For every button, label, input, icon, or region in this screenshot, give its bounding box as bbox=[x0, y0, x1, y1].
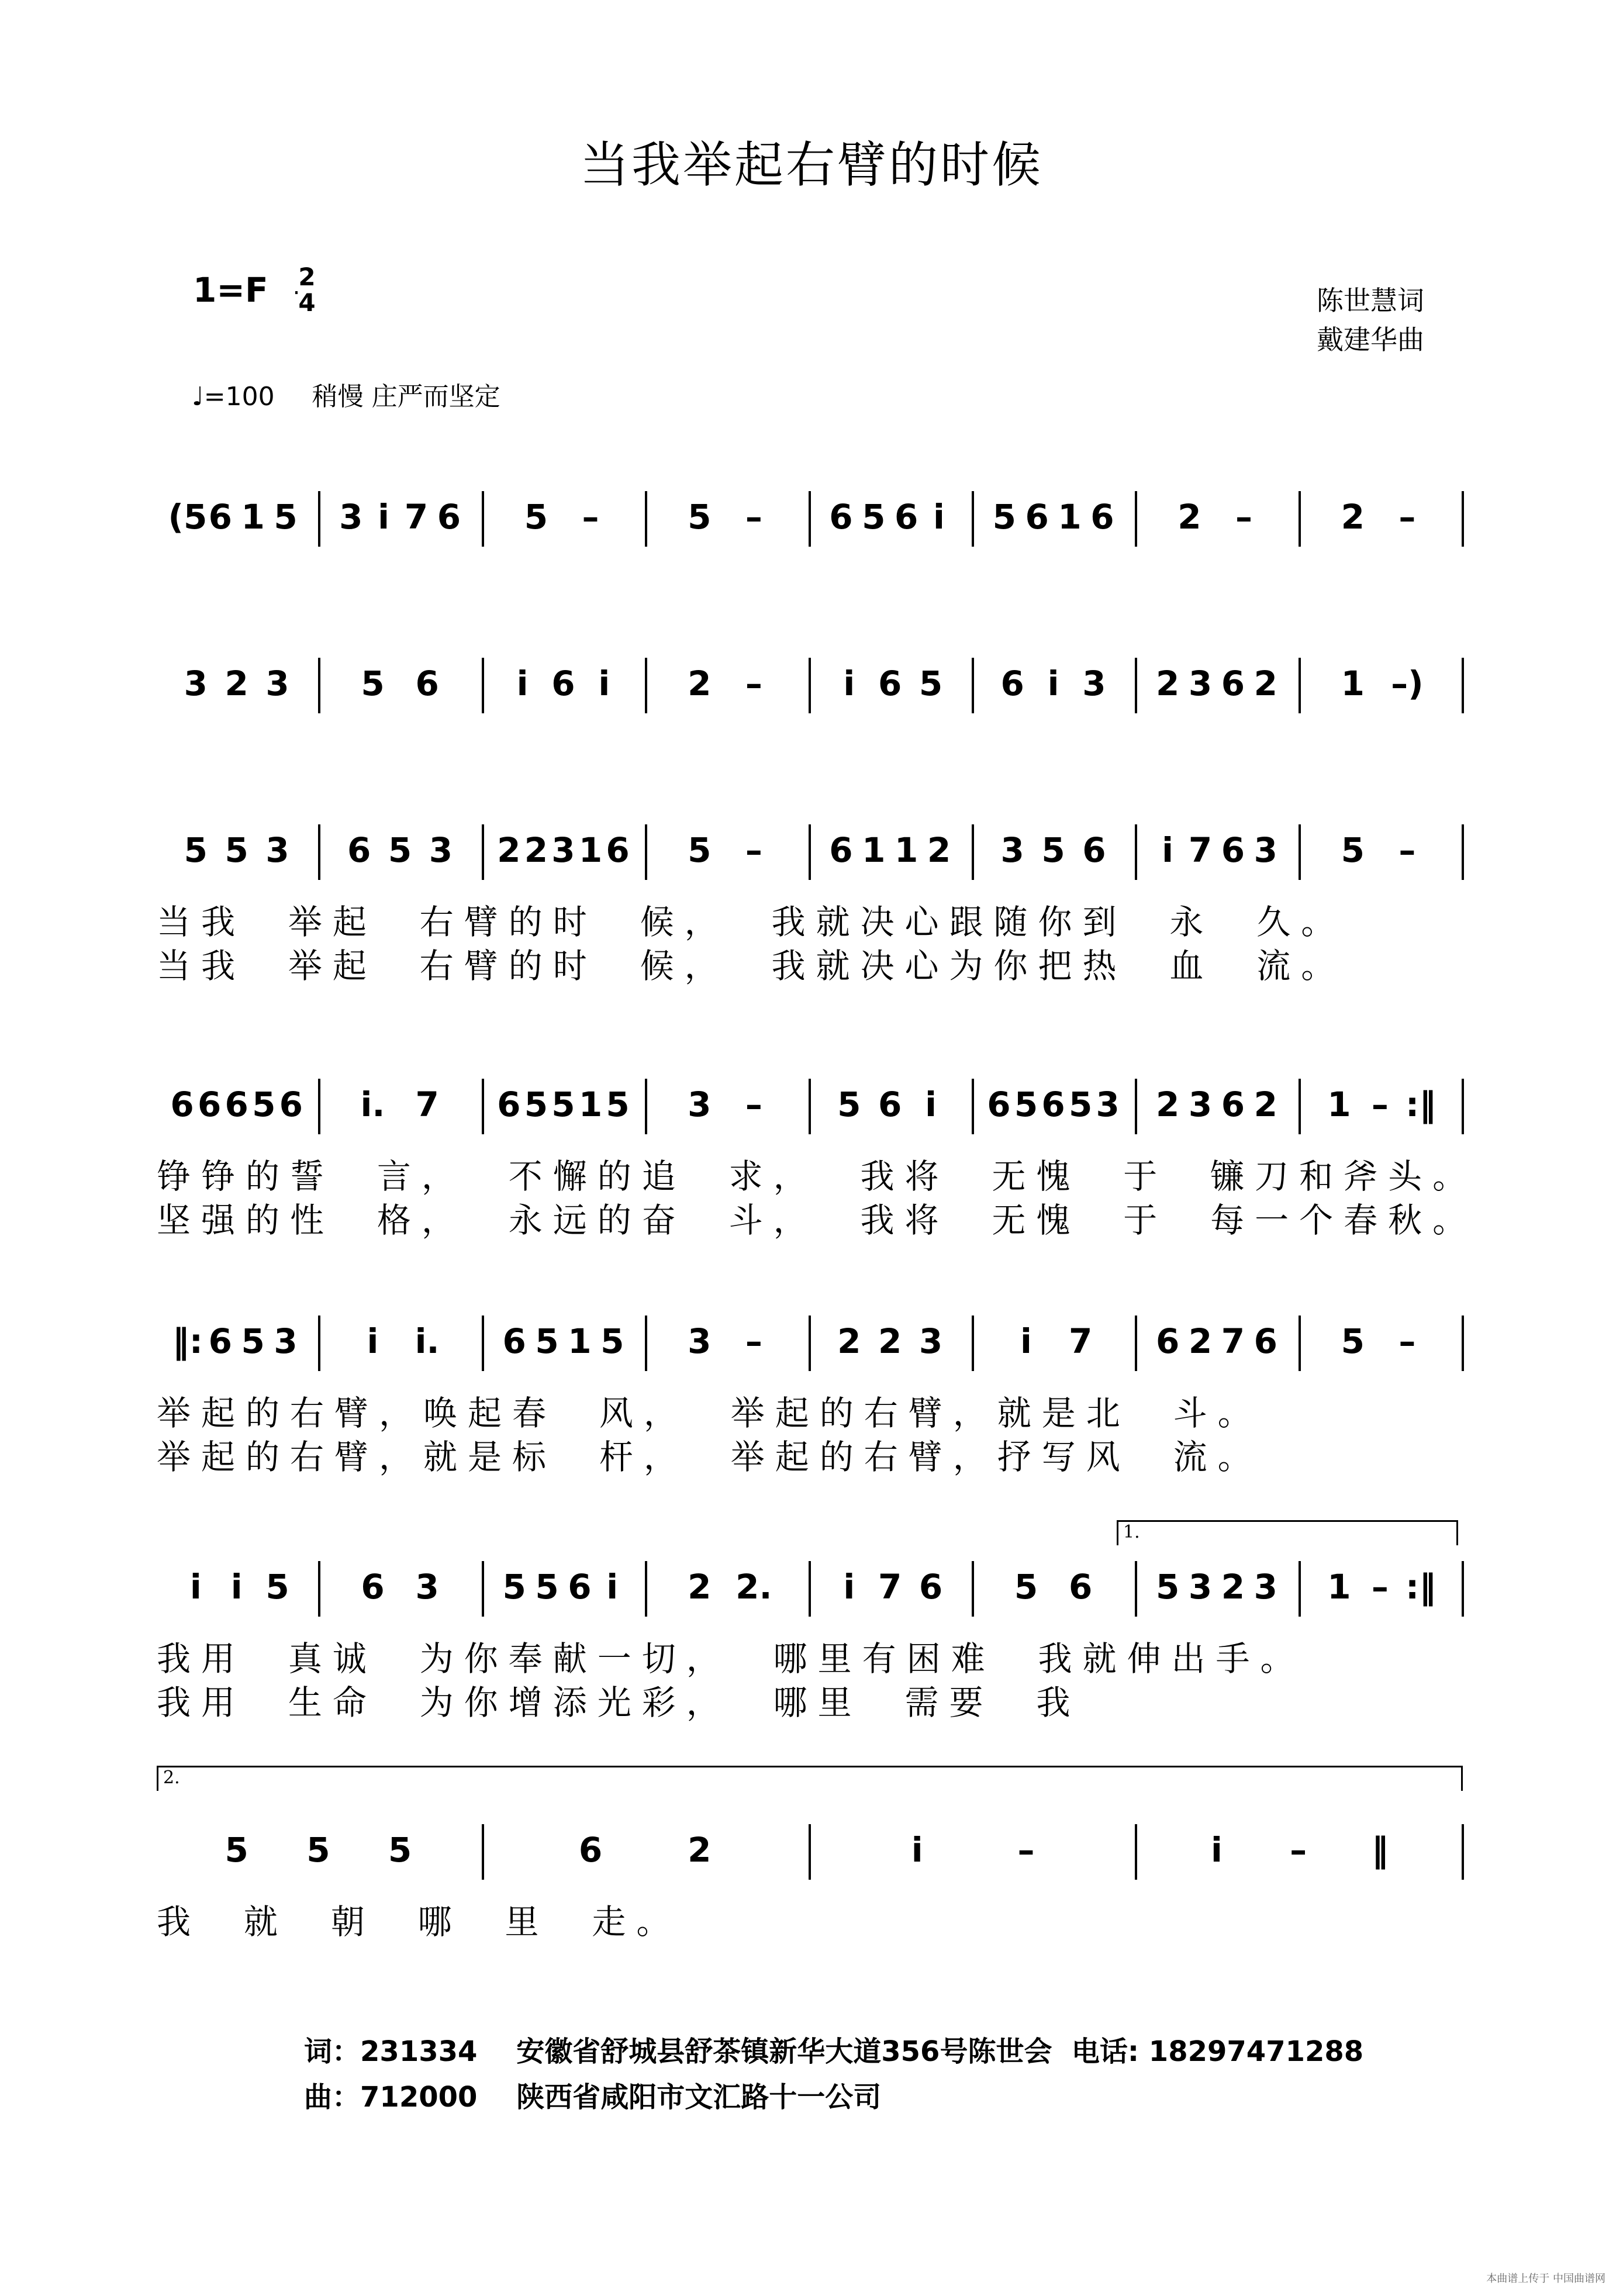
lyric-verse-1: 铮铮的誓 言， 不懈的追 求， 我将 无愧 于 镰刀和斧头。 bbox=[157, 1156, 1477, 1196]
note: 3 bbox=[551, 830, 575, 870]
footer-lyricist bbox=[304, 2029, 1363, 2069]
barline bbox=[1462, 1079, 1464, 1134]
note: 5 bbox=[535, 1567, 559, 1607]
footer-composer-zip: 712000 bbox=[360, 2081, 478, 2114]
note: 6 bbox=[502, 1321, 526, 1361]
note: 5 bbox=[225, 1830, 248, 1870]
note: – bbox=[745, 664, 762, 703]
barline bbox=[645, 658, 647, 713]
barline bbox=[809, 1316, 811, 1371]
barline bbox=[1135, 1561, 1137, 1617]
note: 6 bbox=[208, 497, 232, 537]
note: 5 bbox=[1014, 1567, 1038, 1607]
note: 3 bbox=[1188, 1085, 1213, 1124]
note: i bbox=[189, 1567, 202, 1607]
barline bbox=[1462, 491, 1464, 547]
note: 6 bbox=[987, 1085, 1011, 1124]
lyric-verse-2: 举起的右臂，就是标 杆， 举起的右臂，抒写风 流。 bbox=[157, 1437, 1262, 1477]
note: 5 bbox=[535, 1321, 559, 1361]
note: 2 bbox=[524, 830, 548, 870]
note: 2 bbox=[927, 830, 951, 870]
note: 5 bbox=[1341, 1321, 1365, 1361]
note: 5 bbox=[225, 830, 248, 870]
barline bbox=[1299, 1316, 1301, 1371]
barline bbox=[318, 491, 320, 547]
note: (5 bbox=[168, 497, 208, 537]
note: 3 bbox=[1000, 830, 1024, 870]
note: 2 bbox=[837, 1321, 861, 1361]
barline bbox=[1462, 1561, 1464, 1617]
note: 3 bbox=[688, 1085, 712, 1124]
note: – bbox=[1017, 1830, 1035, 1870]
key-signature: 1=F bbox=[193, 270, 268, 310]
note: 3 bbox=[1188, 1567, 1213, 1607]
barline bbox=[645, 824, 647, 880]
watermark: 本曲谱上传于 中国曲谱网 bbox=[1486, 2273, 1605, 2285]
note: 5 bbox=[551, 1085, 575, 1124]
note: i bbox=[1210, 1830, 1223, 1870]
barline bbox=[645, 491, 647, 547]
note: 6 bbox=[1041, 1085, 1065, 1124]
note: 5 bbox=[388, 1830, 412, 1870]
barline bbox=[1462, 658, 1464, 713]
note: 2 bbox=[1155, 1085, 1180, 1124]
note: 7 bbox=[1221, 1321, 1245, 1361]
note: 3 bbox=[1253, 830, 1277, 870]
note: 5 bbox=[837, 1085, 861, 1124]
note: 6 bbox=[1221, 664, 1245, 703]
note: 7 bbox=[1188, 830, 1213, 870]
note: 5 bbox=[1155, 1567, 1180, 1607]
note: – bbox=[1398, 1321, 1416, 1361]
note: 5 bbox=[918, 664, 943, 703]
note: – bbox=[745, 1085, 762, 1124]
barline bbox=[972, 491, 974, 547]
note: 6 bbox=[1068, 1567, 1093, 1607]
note: 6 bbox=[894, 497, 918, 537]
footer-phone: 18297471288 bbox=[1148, 2035, 1364, 2068]
footer-composer-address: 陕西省咸阳市文汇路十一公司 bbox=[516, 2081, 882, 2114]
note: 5 bbox=[274, 497, 298, 537]
lyric-verse-1: 当我 举起 右臂的时 候， 我就决心跟随你到 永 久。 bbox=[157, 902, 1346, 942]
note: 5 bbox=[252, 1085, 276, 1124]
note: 5 bbox=[265, 1567, 289, 1607]
footer-composer-label: 曲： bbox=[304, 2081, 361, 2114]
note: – bbox=[745, 830, 762, 870]
note: – bbox=[1290, 1830, 1307, 1870]
barline bbox=[1135, 824, 1137, 880]
note: 5 bbox=[862, 497, 886, 537]
barline bbox=[1135, 1079, 1137, 1134]
note: – bbox=[1398, 830, 1416, 870]
volta-bracket: 2. bbox=[157, 1766, 1463, 1791]
note: 6 bbox=[208, 1321, 232, 1361]
barline bbox=[972, 1079, 974, 1134]
note: 3 bbox=[1188, 664, 1213, 703]
note: i bbox=[606, 1567, 619, 1607]
note: 1 bbox=[862, 830, 886, 870]
barline bbox=[972, 1316, 974, 1371]
barline bbox=[318, 824, 320, 880]
footer-lyricist-address: 安徽省舒城县舒茶镇新华大道356号陈世会 bbox=[516, 2035, 1052, 2068]
note: 2 bbox=[1155, 664, 1180, 703]
barline bbox=[972, 658, 974, 713]
note: i bbox=[925, 1085, 937, 1124]
note: i bbox=[911, 1830, 923, 1870]
lyric-verse-1: 我 就 朝 哪 里 走。 bbox=[157, 1902, 681, 1942]
note: 2 bbox=[688, 1567, 712, 1607]
note: 6 bbox=[1000, 664, 1024, 703]
lyric-verse-2: 坚强的性 格， 永远的奋 斗， 我将 无愧 于 每一个春秋。 bbox=[157, 1200, 1477, 1240]
barline bbox=[482, 1824, 484, 1880]
barline bbox=[809, 1561, 811, 1617]
note: – bbox=[745, 1321, 762, 1361]
footer-composer bbox=[304, 2074, 881, 2115]
note: 6 bbox=[347, 830, 371, 870]
note: 6 bbox=[606, 830, 630, 870]
note: 7 bbox=[415, 1085, 439, 1124]
note: 5 bbox=[606, 1085, 630, 1124]
note: 5 bbox=[388, 830, 412, 870]
barline bbox=[318, 658, 320, 713]
barline bbox=[809, 824, 811, 880]
time-signature bbox=[295, 264, 319, 316]
note: ‖: bbox=[172, 1321, 203, 1361]
footer-lyricist-zip: 231334 bbox=[360, 2035, 478, 2068]
barline bbox=[1299, 1561, 1301, 1617]
note: 3 bbox=[265, 830, 289, 870]
note: 2 bbox=[1221, 1567, 1245, 1607]
note: 5 bbox=[1341, 830, 1365, 870]
note: 2 bbox=[688, 664, 712, 703]
note: i bbox=[843, 1567, 855, 1607]
barline bbox=[1135, 491, 1137, 547]
note: 5 bbox=[502, 1567, 526, 1607]
note: 6 bbox=[829, 830, 853, 870]
note: – bbox=[1371, 1567, 1389, 1607]
note: 2 bbox=[1177, 497, 1201, 537]
note: 6 bbox=[918, 1567, 943, 1607]
note: – bbox=[582, 497, 599, 537]
note: 5 bbox=[1068, 1085, 1093, 1124]
note: – bbox=[1371, 1085, 1389, 1124]
note: 1 bbox=[578, 830, 603, 870]
barline bbox=[482, 1079, 484, 1134]
lyricist-credit: 陈世慧词 bbox=[1317, 285, 1424, 316]
note: 6 bbox=[1155, 1321, 1180, 1361]
barline bbox=[972, 1561, 974, 1617]
barline bbox=[645, 1316, 647, 1371]
barline bbox=[482, 658, 484, 713]
note: 5 bbox=[306, 1830, 330, 1870]
note: – bbox=[745, 497, 762, 537]
composer-credit: 戴建华曲 bbox=[1317, 324, 1424, 355]
note: 1 bbox=[1058, 497, 1082, 537]
note: 6 bbox=[437, 497, 461, 537]
barline bbox=[809, 1824, 811, 1880]
note: i bbox=[230, 1567, 243, 1607]
lyric-verse-1: 举起的右臂，唤起春 风， 举起的右臂，就是北 斗。 bbox=[157, 1393, 1262, 1433]
lyric-verse-1: 我用 真诚 为你奉献一切， 哪里有困难 我就伸出手。 bbox=[157, 1639, 1305, 1679]
note: 5 bbox=[992, 497, 1016, 537]
barline bbox=[1299, 1079, 1301, 1134]
note: 6 bbox=[1082, 830, 1106, 870]
note: i bbox=[1047, 664, 1059, 703]
note: 1 bbox=[578, 1085, 603, 1124]
barline bbox=[1462, 1824, 1464, 1880]
note: 5 bbox=[241, 1321, 265, 1361]
note: 6 bbox=[225, 1085, 248, 1124]
note: ‖ bbox=[1371, 1830, 1389, 1870]
barline bbox=[1135, 1316, 1137, 1371]
note: i. bbox=[415, 1321, 440, 1361]
note: 5 bbox=[361, 664, 385, 703]
barline bbox=[645, 1079, 647, 1134]
note: 6 bbox=[197, 1085, 222, 1124]
lyric-verse-2: 我用 生命 为你增添光彩， 哪里 需要 我 bbox=[157, 1683, 1081, 1722]
note: – bbox=[1398, 497, 1416, 537]
note: 3 bbox=[415, 1567, 439, 1607]
note: 5 bbox=[184, 830, 208, 870]
note: 6 bbox=[170, 1085, 194, 1124]
note: –) bbox=[1391, 664, 1424, 703]
note: 3 bbox=[274, 1321, 298, 1361]
note: :‖ bbox=[1406, 1085, 1436, 1124]
note: i bbox=[1162, 830, 1174, 870]
note: 1 bbox=[1327, 1085, 1351, 1124]
barline bbox=[972, 824, 974, 880]
note: 6 bbox=[578, 1830, 603, 1870]
barline bbox=[1462, 824, 1464, 880]
note: 6 bbox=[415, 664, 439, 703]
lyric-verse-2: 当我 举起 右臂的时 候， 我就决心为你把热 血 流。 bbox=[157, 946, 1346, 986]
note: :‖ bbox=[1406, 1567, 1436, 1607]
note: 6 bbox=[1090, 497, 1114, 537]
note: 3 bbox=[688, 1321, 712, 1361]
note: 6 bbox=[1221, 1085, 1245, 1124]
note: 6 bbox=[568, 1567, 592, 1607]
note: 6 bbox=[279, 1085, 303, 1124]
note: 2 bbox=[497, 830, 521, 870]
barline bbox=[318, 1316, 320, 1371]
barline bbox=[645, 1561, 647, 1617]
barline bbox=[482, 824, 484, 880]
note: 6 bbox=[1221, 830, 1245, 870]
note: 5 bbox=[688, 497, 712, 537]
time-signature-top: 2 bbox=[298, 263, 316, 291]
note: 3 bbox=[1096, 1085, 1120, 1124]
note: 2 bbox=[878, 1321, 902, 1361]
note: – bbox=[1235, 497, 1252, 537]
barline bbox=[482, 1561, 484, 1617]
barline bbox=[482, 1316, 484, 1371]
note: 1 bbox=[1327, 1567, 1351, 1607]
note: i bbox=[516, 664, 529, 703]
note: 7 bbox=[404, 497, 429, 537]
note: 5 bbox=[1041, 830, 1065, 870]
note: 2 bbox=[225, 664, 248, 703]
barline bbox=[1299, 491, 1301, 547]
note: 5 bbox=[688, 830, 712, 870]
barline bbox=[809, 1079, 811, 1134]
note: 6 bbox=[1025, 497, 1049, 537]
volta-bracket: 1. bbox=[1117, 1520, 1458, 1545]
note: 6 bbox=[551, 664, 575, 703]
note: i. bbox=[360, 1085, 385, 1124]
note: 3 bbox=[918, 1321, 943, 1361]
barline bbox=[1135, 1824, 1137, 1880]
barline bbox=[809, 658, 811, 713]
footer-phone-label: 电话: bbox=[1071, 2035, 1139, 2068]
note: 3 bbox=[184, 664, 208, 703]
note: 2 bbox=[1253, 664, 1277, 703]
note: i bbox=[933, 497, 945, 537]
note: i bbox=[367, 1321, 379, 1361]
note: 2. bbox=[735, 1567, 772, 1607]
note: 6 bbox=[878, 1085, 902, 1124]
note: 2 bbox=[688, 1830, 712, 1870]
note: 2 bbox=[1341, 497, 1365, 537]
barline bbox=[482, 491, 484, 547]
note: 3 bbox=[339, 497, 363, 537]
barline bbox=[318, 1079, 320, 1134]
time-signature-bottom: 4 bbox=[298, 288, 316, 317]
note: i bbox=[1020, 1321, 1032, 1361]
barline bbox=[1299, 658, 1301, 713]
note: 1 bbox=[894, 830, 918, 870]
tempo-marking bbox=[192, 375, 500, 413]
note: 7 bbox=[1068, 1321, 1093, 1361]
note: 1 bbox=[1341, 664, 1365, 703]
barline bbox=[1135, 658, 1137, 713]
note: 1 bbox=[241, 497, 265, 537]
barline bbox=[318, 1561, 320, 1617]
barline bbox=[809, 491, 811, 547]
note: 1 bbox=[568, 1321, 592, 1361]
barline bbox=[1462, 1316, 1464, 1371]
note: i bbox=[378, 497, 390, 537]
barline bbox=[1299, 824, 1301, 880]
tempo-expression: 稍慢 庄严而坚定 bbox=[312, 382, 500, 412]
note: 3 bbox=[429, 830, 453, 870]
tempo-value: ♩=100 bbox=[192, 382, 275, 412]
note: 2 bbox=[1188, 1321, 1213, 1361]
note: 5 bbox=[524, 497, 548, 537]
note: 5 bbox=[1014, 1085, 1038, 1124]
note: 6 bbox=[878, 664, 902, 703]
note: 3 bbox=[1082, 664, 1106, 703]
footer-lyricist-label: 词： bbox=[304, 2035, 361, 2068]
note: 3 bbox=[265, 664, 289, 703]
song-title: 当我举起右臂的时候 bbox=[579, 136, 1043, 194]
note: 2 bbox=[1253, 1085, 1277, 1124]
note: i bbox=[843, 664, 855, 703]
note: 7 bbox=[878, 1567, 902, 1607]
note: 5 bbox=[524, 1085, 548, 1124]
note: 5 bbox=[600, 1321, 624, 1361]
note: 6 bbox=[497, 1085, 521, 1124]
note: 3 bbox=[1253, 1567, 1277, 1607]
note: 6 bbox=[361, 1567, 385, 1607]
note: i bbox=[598, 664, 610, 703]
note: 6 bbox=[1253, 1321, 1277, 1361]
note: 6 bbox=[829, 497, 853, 537]
